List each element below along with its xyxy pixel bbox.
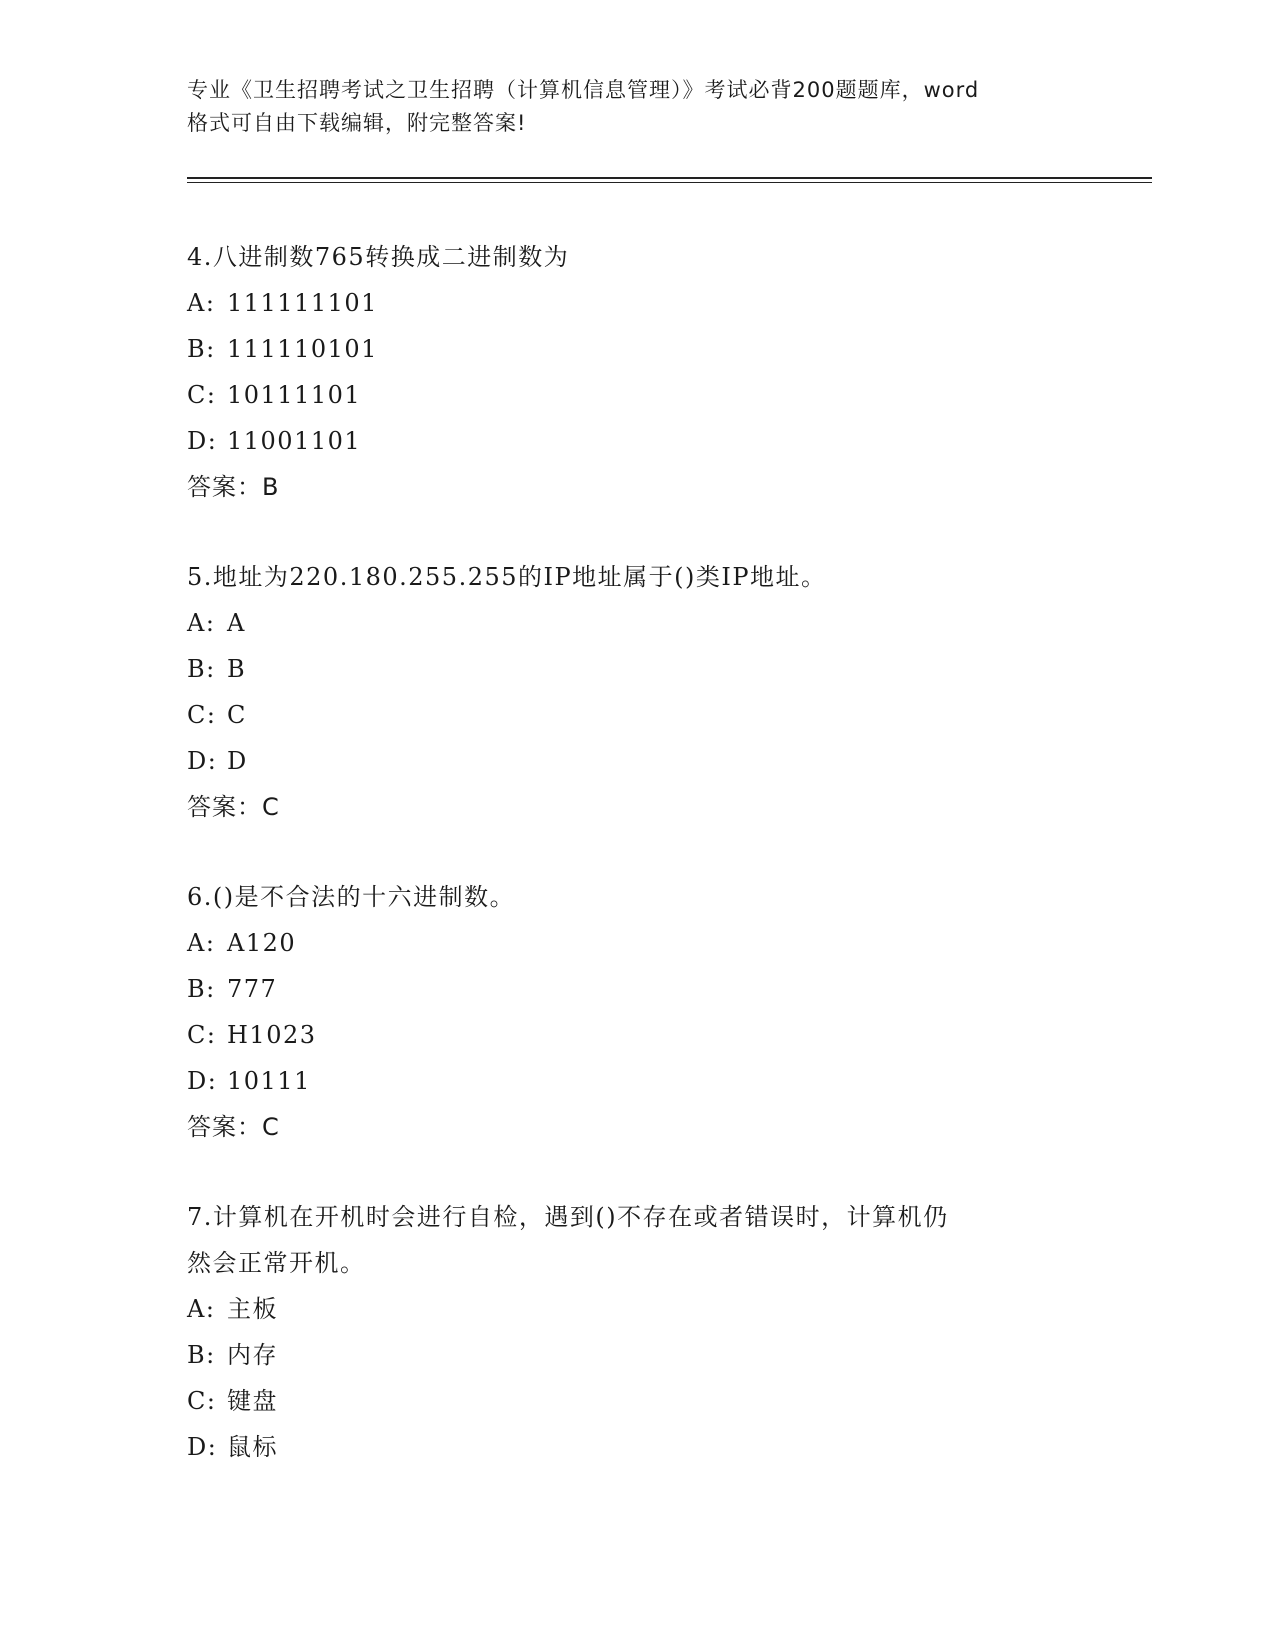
option-letter: D:: [187, 747, 218, 775]
option-text: 鼠标: [227, 1433, 278, 1461]
option-letter: C:: [187, 1021, 217, 1049]
question-title: 6.()是不合法的十六进制数。: [187, 883, 516, 911]
option-a: [187, 280, 1087, 326]
document-header: [187, 74, 1087, 140]
question-4: [187, 234, 1087, 510]
option-d: [187, 418, 1087, 464]
option-letter: B:: [187, 975, 216, 1003]
header-line-1: 专业《卫生招聘考试之卫生招聘（计算机信息管理）》考试必背200题题库，word: [187, 78, 980, 102]
question-title: 5.地址为220.180.255.255的IP地址属于()类IP地址。: [187, 563, 827, 591]
answer: 答案：C: [187, 793, 280, 821]
option-c: [187, 1378, 1087, 1424]
option-d: [187, 738, 1087, 784]
option-letter: D:: [187, 427, 218, 455]
option-text: D: [227, 747, 248, 775]
option-a: [187, 600, 1087, 646]
option-text: 键盘: [227, 1387, 278, 1415]
option-letter: A:: [187, 1295, 216, 1323]
option-text: B: [227, 655, 247, 683]
option-b: [187, 326, 1087, 372]
option-c: [187, 372, 1087, 418]
option-letter: C:: [187, 701, 217, 729]
option-text: 主板: [227, 1295, 278, 1323]
question-title: 4.八进制数765转换成二进制数为: [187, 243, 570, 271]
option-text: H1023: [227, 1021, 317, 1049]
option-b: [187, 646, 1087, 692]
answer: 答案：C: [187, 1113, 280, 1141]
option-c: [187, 1012, 1087, 1058]
option-text: A120: [227, 929, 297, 957]
option-text: C: [227, 701, 247, 729]
question-7: [187, 1194, 1087, 1470]
answer: 答案：B: [187, 473, 280, 501]
option-letter: D:: [187, 1433, 218, 1461]
option-c: [187, 692, 1087, 738]
header-line-2: 格式可自由下载编辑，附完整答案!: [187, 111, 527, 135]
option-letter: A:: [187, 289, 216, 317]
option-d: [187, 1058, 1087, 1104]
option-letter: B:: [187, 335, 216, 363]
option-b: [187, 966, 1087, 1012]
option-text: 111110101: [227, 335, 378, 363]
option-letter: C:: [187, 381, 217, 409]
option-text: 10111: [227, 1067, 311, 1095]
option-letter: C:: [187, 1387, 217, 1415]
option-text: 内存: [227, 1341, 278, 1369]
option-b: [187, 1332, 1087, 1378]
header-divider-thick: [187, 177, 1152, 179]
option-text: 777: [227, 975, 278, 1003]
option-a: [187, 920, 1087, 966]
option-text: 111111101: [227, 289, 378, 317]
option-letter: A:: [187, 929, 216, 957]
question-title: 7.计算机在开机时会进行自检，遇到()不存在或者错误时，计算机仍: [187, 1203, 949, 1231]
option-d: [187, 1424, 1087, 1470]
option-text: A: [227, 609, 246, 637]
option-letter: B:: [187, 655, 216, 683]
question-6: [187, 874, 1087, 1150]
header-divider-thin: [187, 182, 1152, 183]
option-letter: B:: [187, 1341, 216, 1369]
question-5: [187, 554, 1087, 830]
option-text: 10111101: [227, 381, 362, 409]
option-letter: A:: [187, 609, 216, 637]
option-text: 11001101: [227, 427, 362, 455]
question-title-continued: 然会正常开机。: [187, 1249, 366, 1277]
option-a: [187, 1286, 1087, 1332]
option-letter: D:: [187, 1067, 218, 1095]
